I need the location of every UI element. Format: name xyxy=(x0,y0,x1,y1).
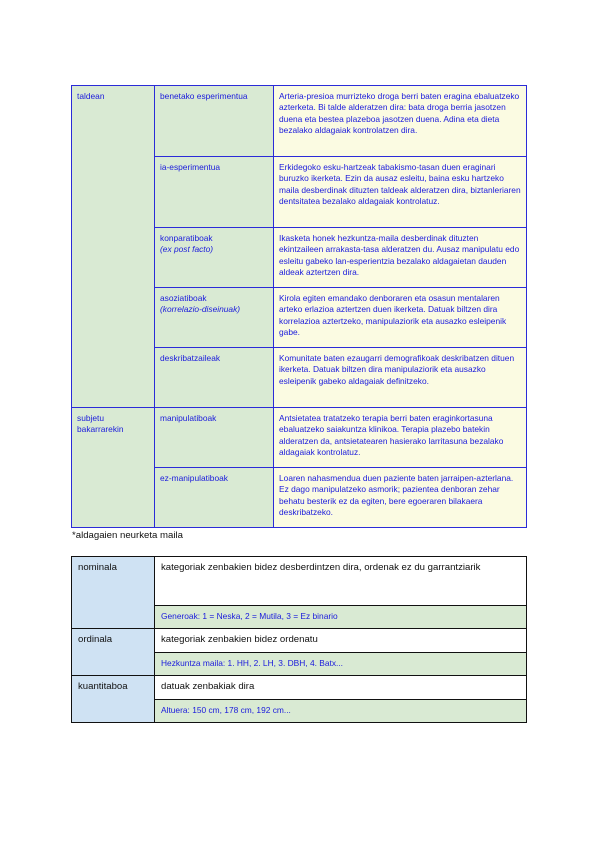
design-type: ia-esperimentua xyxy=(155,157,274,228)
design-type: asoziatiboak (korrelazio-diseinuak) xyxy=(155,288,274,348)
design-type: deskribatzaileak xyxy=(155,348,274,408)
table-row xyxy=(72,676,527,700)
level-label: ordinala xyxy=(72,629,155,676)
design-description: Antsietatea tratatzeko terapia berri baten eraginkortasuna ebaluatzeko saiakuntza klinikoa. Terapia plazebo batekin alderatzen da, antsietatearen hasierako larritasuna bezalako aldagaiak kontrolatuz. xyxy=(274,408,527,468)
design-type: ez-manipulatiboak xyxy=(155,468,274,528)
design-description: Komunitate baten ezaugarri demografikoak deskribatzen dituen ikerketa. Datuak biltzen dira manipulaziorik eta ausazko esleipenik gabeko aldagaiak definitzeko. xyxy=(274,348,527,408)
design-description: Loaren nahasmendua duen paziente baten jarraipen-azterlana. Ez dago manipulatzeko asmorik; pazientea denboran zehar behatu besterik ez da egiten, bere egoeraren bilakaera deskribatzeko. xyxy=(274,468,527,528)
design-type: manipulatiboak xyxy=(155,408,274,468)
research-design-table xyxy=(71,85,527,528)
design-description: Erkidegoko esku-hartzeak tabakismo-tasan duen eraginari buruzko ikerketa. Ezin da ausaz esleitu, baina esku hartzeko maila desberdinak dituzten taldeak alderatzen dira, biztanleriaren dentsitatea bezalako aldagaiak kontrolatuz. xyxy=(274,157,527,228)
level-example: Generoak: 1 = Neska, 2 = Mutila, 3 = Ez binario xyxy=(155,606,527,629)
table-row xyxy=(72,86,527,157)
level-label: kuantitaboa xyxy=(72,676,155,723)
group-label: taldean xyxy=(72,86,155,408)
level-label: nominala xyxy=(72,557,155,629)
table-row xyxy=(72,629,527,653)
measurement-level-table xyxy=(71,556,527,723)
design-subtitle: (korrelazio-diseinuak) xyxy=(160,304,241,315)
level-example: Altuera: 150 cm, 178 cm, 192 cm... xyxy=(155,700,527,723)
design-type: benetako esperimentua xyxy=(155,86,274,157)
level-definition: kategoriak zenbakien bidez ordenatu xyxy=(155,629,527,653)
table-row xyxy=(72,408,527,468)
level-definition: kategoriak zenbakien bidez desberdintzen dira, ordenak ez du garrantziarik xyxy=(155,557,527,606)
level-example: Hezkuntza maila: 1. HH, 2. LH, 3. DBH, 4. Batx... xyxy=(155,653,527,676)
design-subtitle: (ex post facto) xyxy=(160,244,214,255)
group-label: subjetu bakarrarekin xyxy=(72,408,155,528)
design-description: Arteria-presioa murrizteko droga berri baten eragina ebaluatzeko azterketa. Bi talde alderatzen dira: bata droga berria jasotzen duena eta bestea plazeboa jasotzen duena. Adina eta dieta bezalako aldagaiak kontrolatzen dira. xyxy=(274,86,527,157)
design-description: Ikasketa honek hezkuntza-maila desberdinak dituzten ekintzaileen arrakasta-tasa alderatzen du. Ausaz manipulatu edo esleitu gabeko lan-esperientzia bezalako aldagaietan dauden aldeak aztertzen dira. xyxy=(274,228,527,288)
level-definition: datuak zenbakiak dira xyxy=(155,676,527,700)
table-row xyxy=(72,557,527,606)
design-type: konparatiboak (ex post facto) xyxy=(155,228,274,288)
design-description: Kirola egiten emandako denboraren eta osasun mentalaren arteko erlazioa aztertzen duen ikerketa. Datuak biltzen dira korrelazioa aztertzeko, manipulaziorik eta ausazko esleipenik gabe. xyxy=(274,288,527,348)
measurement-level-note: *aldagaien neurketa maila xyxy=(72,530,183,541)
